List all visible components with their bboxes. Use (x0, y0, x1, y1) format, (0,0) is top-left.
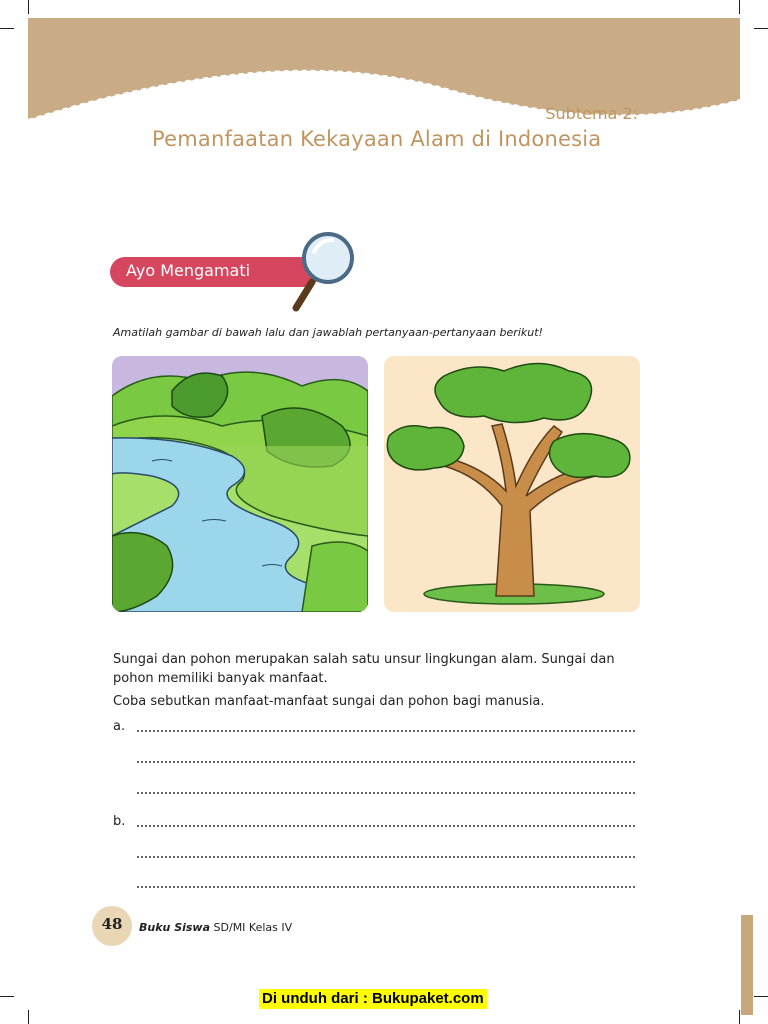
footer-book-info (139, 921, 292, 934)
answer-a-line-2[interactable] (136, 761, 636, 763)
crop-mark (28, 1010, 29, 1024)
answer-a-line-3[interactable] (136, 792, 636, 794)
answer-b-label: b. (113, 814, 126, 829)
crop-mark (739, 1010, 740, 1024)
answer-b-line-3[interactable] (136, 886, 636, 888)
river-illustration (112, 356, 368, 612)
crop-mark (0, 996, 14, 997)
river-landscape-image (112, 356, 368, 612)
footer-book-title: Buku Siswa (139, 921, 211, 934)
section-tag-label: Ayo Mengamati (126, 261, 251, 280)
subtheme-title: Pemanfaatan Kekayaan Alam di Indonesia (152, 127, 602, 151)
section-tag (110, 257, 320, 287)
download-banner[interactable]: Di unduh dari : Bukupaket.com (259, 989, 487, 1009)
magnifier-icon (290, 230, 360, 315)
paragraph-question: Coba sebutkan manfaat-manfaat sungai dan pohon bagi manusia. (113, 694, 545, 709)
tree-illustration (384, 356, 640, 612)
footer-book-level: SD/MI Kelas IV (213, 921, 293, 934)
tree-image (384, 356, 640, 612)
paragraph-intro: Sungai dan pohon merupakan salah satu unsur lingkungan alam. Sungai dan pohon memiliki banyak manfaat. (113, 652, 615, 686)
subtheme-label: Subtema 2: (545, 104, 638, 123)
answer-b-line-2[interactable] (136, 856, 636, 858)
answer-b-line-1[interactable] (136, 825, 636, 827)
answer-a-label: a. (113, 719, 126, 734)
instruction-text: Amatilah gambar di bawah lalu dan jawablah pertanyaan-pertanyaan berikut! (113, 326, 543, 339)
page-number-badge (92, 906, 132, 946)
answer-a-line-1[interactable] (136, 730, 636, 732)
crop-mark (754, 996, 768, 997)
page-edge-tab (741, 915, 753, 1015)
page-number: 48 (101, 915, 123, 933)
